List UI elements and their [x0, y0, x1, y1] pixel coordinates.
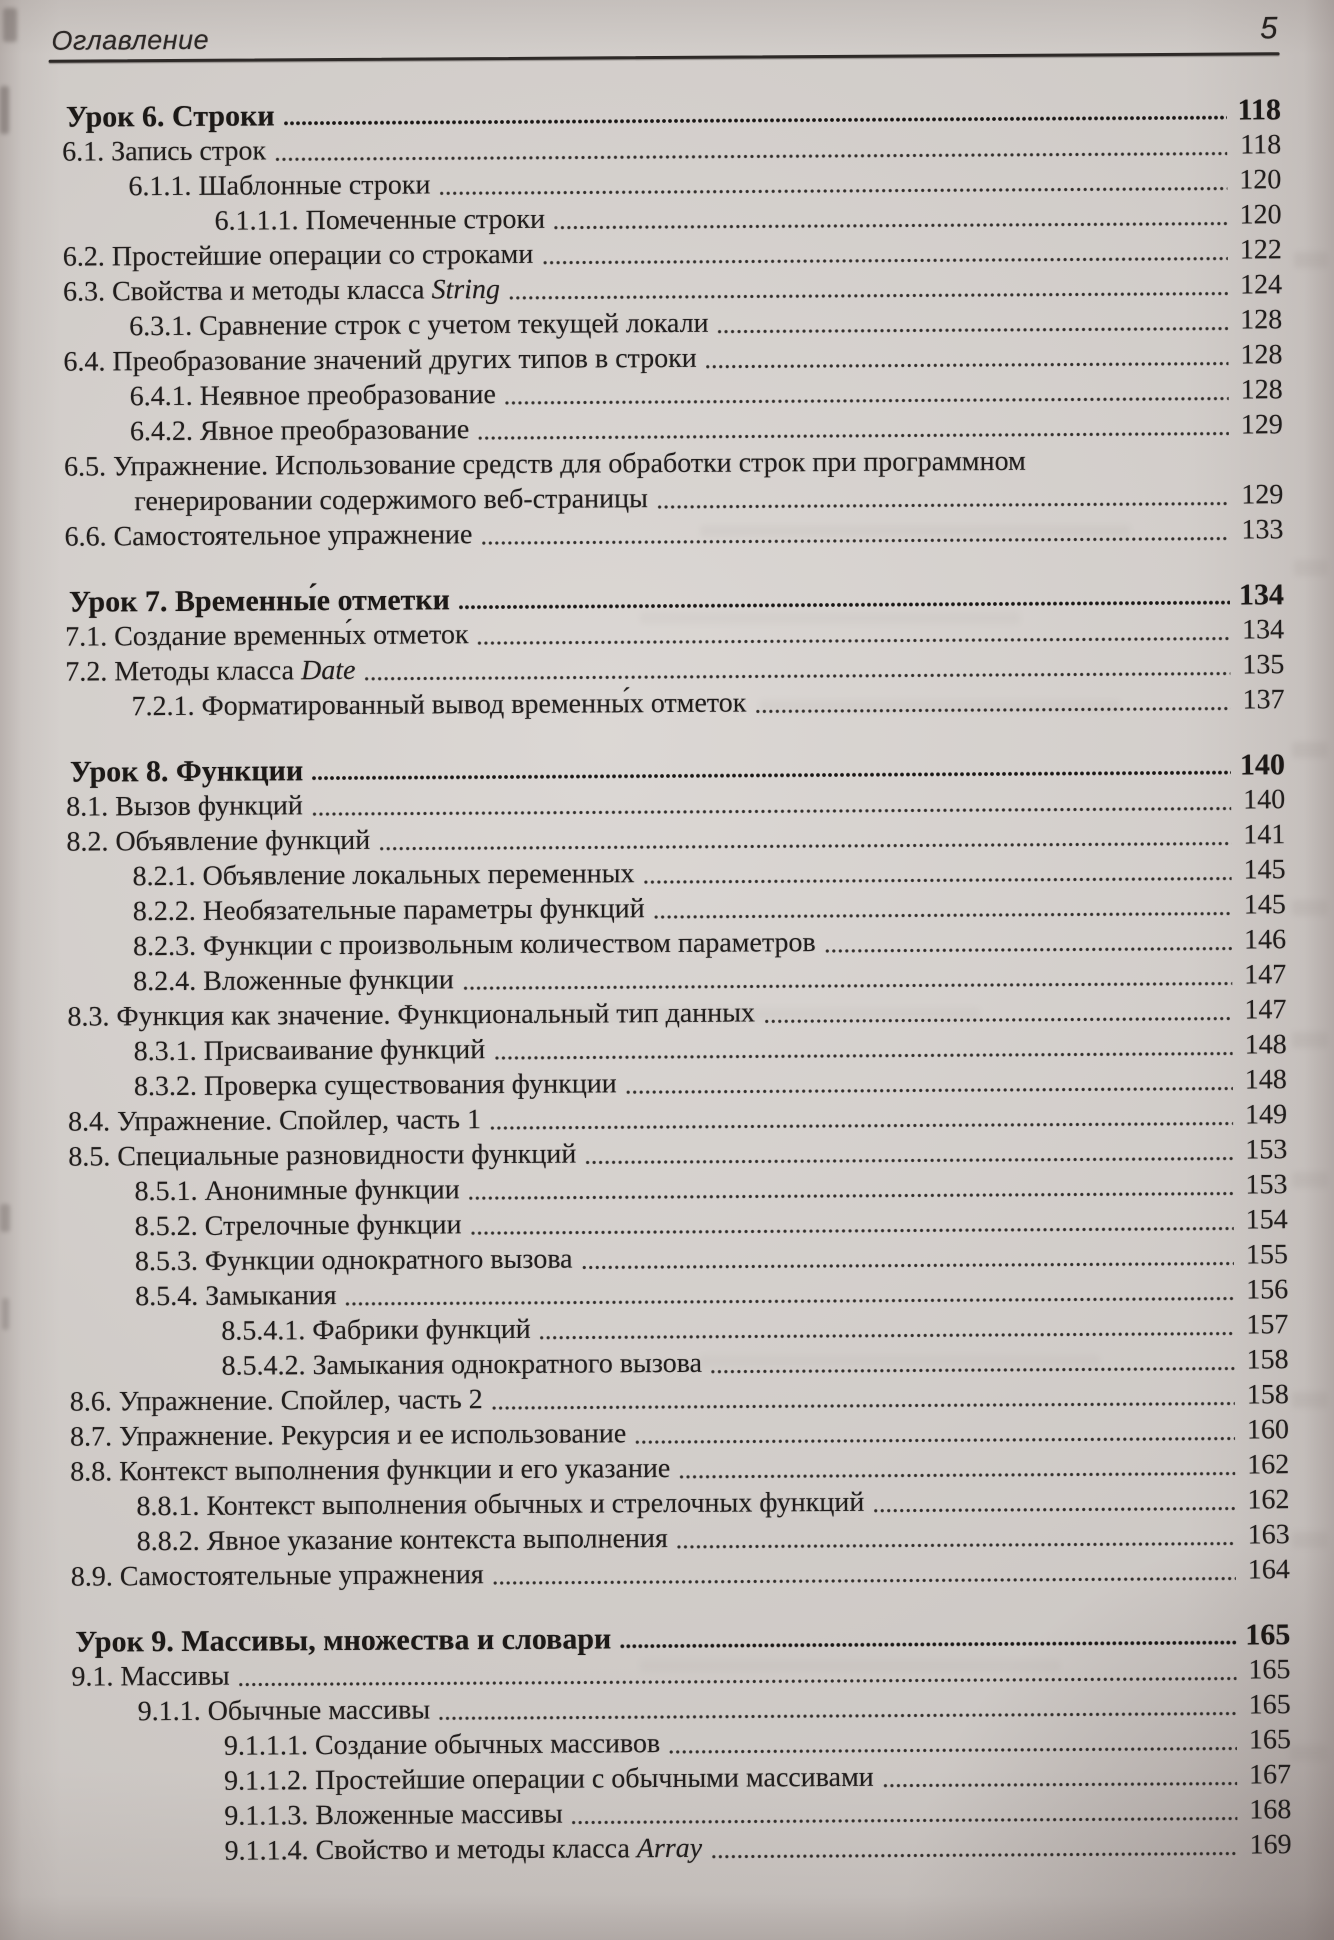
dot-leader — [571, 1816, 1238, 1826]
page-header-title: Оглавление — [51, 24, 210, 56]
toc-entry — [0, 512, 1333, 555]
toc-entry-text: 9.1.1. Обычные массивы — [137, 1694, 431, 1728]
dot-leader — [643, 876, 1232, 886]
toc-entry-page: 118 — [1240, 129, 1282, 161]
toc-entry-page: 120 — [1239, 164, 1282, 196]
toc-entry-page: 137 — [1242, 684, 1285, 716]
dot-leader — [283, 115, 1227, 127]
toc-entry-text: 8.2.3. Функции с произвольным количеством параметров — [132, 927, 816, 963]
toc-entry-page: 153 — [1245, 1134, 1288, 1166]
toc-entry-text: 8.6. Упражнение. Спойлер, часть 2 — [69, 1384, 483, 1418]
toc-entry-text: 6.3. Свойства и методы класса String — [62, 274, 501, 308]
toc-entry-page: 153 — [1245, 1169, 1288, 1201]
toc-entry-text: Урок 8. Функции — [69, 754, 304, 789]
dot-leader — [539, 1331, 1235, 1341]
dot-leader — [763, 1016, 1232, 1025]
dot-leader — [584, 1156, 1233, 1166]
toc-entry-text: 7.2.1. Форматированный вывод временны́х отметок — [131, 687, 747, 723]
toc-entry-text: 8.8. Контекст выполнения функции и его указание — [70, 1452, 671, 1488]
toc-entry-text: 9.1. Массивы — [71, 1660, 230, 1693]
toc-entry — [5, 1552, 1334, 1595]
dot-leader — [656, 501, 1229, 511]
dot-leader — [710, 1366, 1235, 1375]
toc-entry-page: 134 — [1242, 614, 1285, 646]
toc-entry-page: 165 — [1248, 1689, 1291, 1721]
toc-entry-page: 145 — [1243, 854, 1286, 886]
toc-entry-text: 9.1.1.2. Простейшие операции с обычными массивами — [224, 1761, 874, 1797]
toc-entry-page: 146 — [1243, 924, 1287, 956]
dot-leader — [493, 1051, 1232, 1062]
toc-entry-page: 128 — [1240, 374, 1283, 406]
toc-entry-page: 164 — [1247, 1554, 1290, 1586]
dot-leader — [345, 1296, 1235, 1307]
dot-leader — [470, 1226, 1234, 1237]
dot-leader — [491, 1401, 1235, 1412]
toc-entry-text: 6.6. Самостоятельное упражнение — [64, 519, 473, 553]
toc-entry-page: 147 — [1244, 959, 1287, 991]
toc-entry-text: 8.3. Функция как значение. Функциональный тип данных — [67, 997, 756, 1033]
toc-entry-page: 156 — [1246, 1274, 1289, 1306]
toc-entry-text: генерировании содержимого веб-страницы — [134, 483, 648, 518]
dot-leader — [668, 1746, 1237, 1755]
dot-leader — [754, 706, 1230, 715]
toc-entry-page: 162 — [1247, 1449, 1290, 1481]
header-rule — [49, 52, 1280, 63]
toc-entry-page: 147 — [1244, 994, 1287, 1026]
toc-entry-page: 122 — [1239, 234, 1282, 266]
dot-leader — [238, 1676, 1237, 1688]
toc-entry-text: 7.1. Создание временны́х отметок — [65, 619, 469, 653]
toc-entry-text: 8.8.1. Контекст выполнения обычных и стрелочных функций — [136, 1486, 865, 1523]
dot-leader — [581, 1261, 1234, 1271]
dot-leader — [477, 431, 1229, 442]
dot-leader — [882, 1781, 1237, 1789]
toc-entry-page: 169 — [1249, 1829, 1292, 1861]
toc-entry-page: 148 — [1244, 1029, 1287, 1061]
toc-entry-text: 8.3.1. Присваивание функций — [133, 1034, 486, 1068]
dot-leader — [378, 841, 1231, 852]
toc-entry-page: 165 — [1248, 1724, 1291, 1756]
toc-entry-text: 6.1.1. Шаблонные строки — [128, 169, 431, 203]
dot-leader — [364, 671, 1231, 682]
dot-leader — [553, 221, 1228, 231]
toc-entry-class-name: String — [431, 274, 501, 306]
dot-leader — [678, 1471, 1235, 1480]
dot-leader — [653, 911, 1232, 921]
toc-entry-page: 157 — [1246, 1309, 1289, 1341]
dot-leader — [274, 151, 1227, 163]
toc-entry-page: 129 — [1240, 409, 1283, 441]
dot-leader — [717, 326, 1229, 335]
dot-leader — [489, 1121, 1233, 1132]
toc-entry-page: 167 — [1249, 1759, 1292, 1791]
toc-entry-text: 9.1.1.4. Свойство и методы класса Array — [224, 1832, 703, 1867]
toc-entry-page: 155 — [1245, 1239, 1289, 1271]
toc-entry-text: 6.2. Простейшие операции со строками — [62, 238, 534, 273]
dot-leader — [468, 1191, 1234, 1202]
toc-entry-page: 162 — [1247, 1484, 1290, 1516]
toc-entry-text: 9.1.1.3. Вложенные массивы — [224, 1798, 563, 1832]
dot-leader — [541, 256, 1228, 266]
toc-entry-text: 8.2. Объявление функций — [66, 824, 371, 858]
dot-leader — [705, 361, 1229, 370]
toc-entry-text: 8.5.2. Стрелочные функции — [134, 1209, 462, 1243]
toc-entry-text: 8.2.1. Объявление локальных переменных — [132, 858, 635, 893]
dot-leader — [504, 396, 1229, 406]
toc-entry-text: 6.1. Запись строк — [62, 135, 267, 168]
dot-leader — [462, 981, 1232, 992]
toc-entry-text: 9.1.1.1. Создание обычных массивов — [223, 1728, 661, 1762]
toc-entry-text: 8.5.1. Анонимные функции — [134, 1174, 460, 1208]
dot-leader — [824, 946, 1232, 954]
dot-leader — [872, 1506, 1235, 1514]
dot-leader — [480, 536, 1229, 547]
toc-entry-page: 154 — [1245, 1204, 1288, 1236]
dot-leader — [311, 806, 1231, 818]
toc-entry-text: 6.3.1. Сравнение строк с учетом текущей локали — [129, 307, 709, 343]
toc-entry-class-name: Array — [636, 1832, 703, 1865]
toc-entry-page: 129 — [1241, 479, 1284, 511]
dot-leader — [311, 770, 1231, 782]
toc-entry-page: 163 — [1247, 1519, 1290, 1551]
toc-entry-page: 124 — [1239, 269, 1283, 301]
toc-entry-text: 8.2.2. Необязательные параметры функций — [132, 893, 645, 928]
toc-entry-page: 145 — [1243, 889, 1286, 921]
toc-entry-text: 8.3.2. Проверка существования функции — [133, 1068, 617, 1103]
toc-entry-text: 6.5. Упражнение. Использование средств для обработки строк при программном — [64, 445, 1026, 483]
toc-entry-text: 6.4. Преобразование значений других типов в строки — [63, 342, 697, 378]
toc-entry-page: 149 — [1244, 1099, 1288, 1131]
toc-entry-text: 8.5. Специальные разновидности функций — [68, 1138, 577, 1173]
dot-leader — [619, 1640, 1236, 1650]
toc-entry-page: 133 — [1241, 514, 1284, 546]
toc-entry-page: 160 — [1246, 1414, 1290, 1446]
toc-entry-text: 8.5.4.1. Фабрики функций — [221, 1313, 531, 1347]
dot-leader — [508, 291, 1228, 301]
toc-entry-page: 141 — [1243, 819, 1286, 851]
toc-entry-text: 8.5.4. Замыкания — [135, 1280, 337, 1313]
toc-entry-page: 158 — [1246, 1344, 1289, 1376]
toc-entry-page: 140 — [1239, 748, 1286, 782]
toc-entry-text: 7.2. Методы класса Date — [65, 654, 356, 688]
toc-entry-text: Урок 9. Массивы, множества и словари — [75, 1622, 612, 1659]
toc-entry-text: 8.8.2. Явное указание контекста выполнения — [136, 1523, 668, 1558]
dot-leader — [634, 1436, 1235, 1446]
toc-entry-page: 158 — [1246, 1379, 1289, 1411]
page-number: 5 — [1260, 10, 1278, 46]
dot-leader — [438, 186, 1227, 197]
toc-entry-page: 118 — [1237, 93, 1282, 127]
toc-entry-page: 120 — [1239, 199, 1282, 231]
toc-entry-page: 128 — [1240, 339, 1283, 371]
toc-entry-text: 8.7. Упражнение. Рекурсия и ее использование — [69, 1418, 627, 1453]
toc-entry-text: 6.4.2. Явное преобразование — [129, 414, 470, 448]
dot-leader — [710, 1851, 1237, 1860]
toc-entry-page: 168 — [1249, 1794, 1292, 1826]
dot-leader — [458, 600, 1230, 611]
dot-leader — [438, 1711, 1237, 1722]
toc-entry-page: 140 — [1243, 784, 1286, 816]
toc-entry — [6, 1827, 1334, 1870]
dot-leader — [676, 1541, 1236, 1550]
toc-entry-text: 6.1.1.1. Помеченные строки — [214, 203, 546, 237]
dot-leader — [477, 636, 1231, 647]
toc-entry-class-name: Date — [300, 654, 356, 687]
toc-entry-text: 8.5.3. Функции однократного вызова — [134, 1243, 573, 1278]
toc-entry-page: 165 — [1248, 1654, 1291, 1686]
toc-entry-text: 8.2.4. Вложенные функции — [133, 964, 454, 998]
toc-entry — [0, 682, 1334, 725]
toc-list — [0, 92, 1334, 1870]
toc-entry-page: 135 — [1242, 649, 1285, 681]
dot-leader — [492, 1576, 1236, 1587]
toc-entry-page: 165 — [1245, 1618, 1291, 1652]
toc-entry-page: 128 — [1240, 304, 1283, 336]
toc-entry-text: Урок 7. Временны́е отметки — [68, 583, 451, 619]
toc-entry-text: 8.4. Упражнение. Спойлер, часть 1 — [68, 1104, 482, 1138]
toc-entry-text: Урок 6. Строки — [65, 99, 275, 134]
toc-entry-text: 6.4.1. Неявное преобразование — [129, 379, 496, 413]
toc-entry-text: 8.1. Вызов функций — [66, 790, 303, 823]
toc-entry-text: 8.5.4.2. Замыкания однократного вызова — [221, 1347, 703, 1382]
toc-entry-text: 8.9. Самостоятельные упражнения — [70, 1559, 484, 1593]
dot-leader — [625, 1086, 1233, 1096]
toc-entry-page: 148 — [1244, 1064, 1287, 1096]
toc-entry-page: 134 — [1238, 578, 1285, 612]
